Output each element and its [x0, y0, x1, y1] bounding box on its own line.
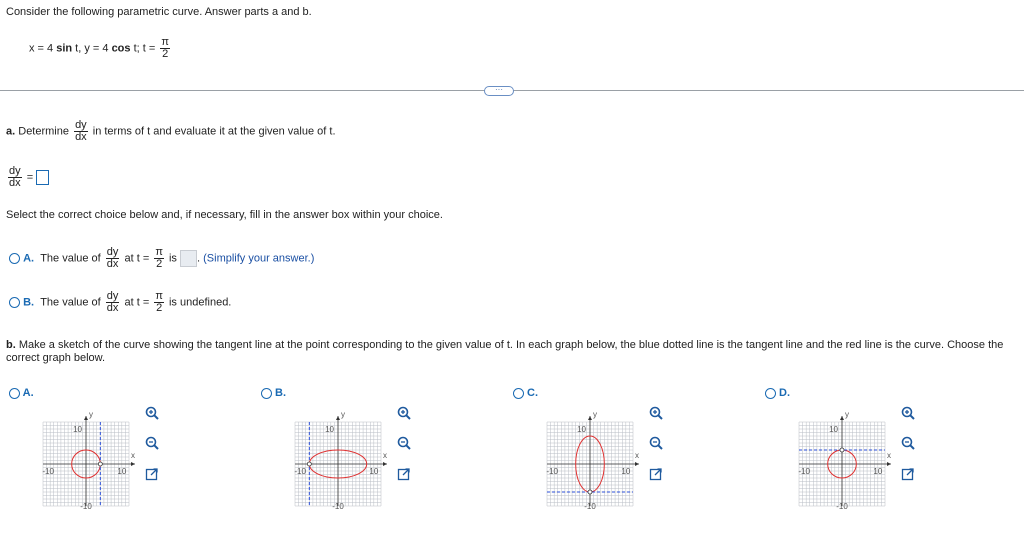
handle	[406, 415, 410, 419]
dydx-fraction	[74, 120, 88, 143]
tick-label-y-top: 10	[325, 425, 334, 434]
tick-label-y-bottom: -10	[836, 502, 848, 511]
choice-b-dx: dx	[106, 302, 119, 314]
choice-a-t-fraction	[154, 247, 164, 270]
x-axis-label: x	[887, 451, 891, 460]
graph-b-svg[interactable]	[283, 406, 393, 512]
graph-d-expand-icon[interactable]	[900, 466, 916, 482]
y-axis-label: y	[89, 410, 93, 419]
graph-b-zoom-in-icon[interactable]	[396, 405, 412, 421]
graph-option-a[interactable]	[9, 387, 34, 399]
choice-a-text3: is	[168, 252, 177, 265]
choice-b-text2: at t =	[124, 296, 150, 309]
tangent-point	[588, 490, 592, 494]
choice-b-two: 2	[156, 302, 163, 314]
dydx-answer-row	[6, 166, 49, 189]
t-numerator: π	[161, 36, 169, 48]
graph-option-a-radio[interactable]	[9, 388, 20, 399]
tick-label-x-left: -10	[546, 467, 558, 476]
part-b-prefix: b.	[6, 339, 16, 351]
choice-b-text3: is undefined.	[168, 296, 232, 309]
tick-label-y-top: 10	[73, 425, 82, 434]
select-instruction: Select the correct choice below and, if necessary, fill in the answer box within your choice.	[6, 209, 443, 221]
eq-mid: t, y = 4	[72, 42, 112, 55]
more-button[interactable]: ···	[484, 86, 514, 96]
graph-option-a-letter: A.	[20, 387, 34, 399]
choice-b-radio[interactable]	[9, 297, 20, 308]
tangent-point	[98, 462, 102, 466]
choice-b-letter: B.	[23, 296, 35, 309]
graph-a-svg[interactable]	[31, 406, 141, 512]
graph-c-zoom-in-icon[interactable]	[648, 405, 664, 421]
part-b-prompt	[6, 339, 1006, 365]
handle	[658, 445, 662, 449]
graph-d-svg[interactable]	[787, 406, 897, 512]
handle	[910, 445, 914, 449]
choice-b-dydx	[106, 291, 120, 314]
choice-a-row[interactable]	[9, 247, 314, 270]
x-axis-arrow	[887, 462, 891, 466]
dydx-answer-fraction	[8, 166, 22, 189]
graph-c-svg[interactable]	[535, 406, 645, 512]
x-axis-label: x	[635, 451, 639, 460]
part-b-text: Make a sketch of the curve showing the tangent line at the point corresponding to the given value of t. In each graph below, the blue dotted line is the tangent line and the red line is the curve. Choose the correct graph below.	[6, 339, 1004, 364]
x-axis-label: x	[383, 451, 387, 460]
choice-a-dydx	[106, 247, 120, 270]
eq-x: x = 4	[29, 42, 57, 55]
choice-a-text2: at t =	[124, 252, 150, 265]
graph-c-zoom-out-icon[interactable]	[648, 435, 664, 451]
graph-option-b[interactable]	[261, 387, 286, 399]
choice-b-dy: dy	[106, 290, 119, 302]
graph-option-b-letter: B.	[272, 387, 287, 399]
choice-a-radio[interactable]	[9, 253, 20, 264]
handle	[406, 445, 410, 449]
dx-label: dx	[75, 131, 87, 143]
graph-a-zoom-in-icon[interactable]	[144, 405, 160, 421]
tick-label-x-right: 10	[117, 467, 127, 476]
choice-a-letter: A.	[23, 252, 35, 265]
part-a-prefix: a.	[6, 125, 16, 138]
graph-b-zoom-out-icon[interactable]	[396, 435, 412, 451]
choice-a-dy: dy	[106, 246, 119, 258]
graph-c-expand-icon[interactable]	[648, 466, 664, 482]
y-axis-label: y	[593, 410, 597, 419]
part-a-prompt	[6, 120, 336, 143]
graph-a-expand-icon[interactable]	[144, 466, 160, 482]
equals-sign: =	[26, 171, 34, 184]
choice-a-answer-input[interactable]	[180, 250, 197, 267]
dy-label: dy	[75, 119, 87, 131]
x-axis-label: x	[131, 451, 135, 460]
graph-option-c[interactable]	[513, 387, 538, 399]
graph-b-expand-icon[interactable]	[396, 466, 412, 482]
graph-option-d[interactable]	[765, 387, 790, 399]
tick-label-y-top: 10	[829, 425, 838, 434]
intro-text: Consider the following parametric curve. Answer parts a and b.	[6, 6, 312, 18]
y-axis-arrow	[84, 416, 88, 420]
t-denominator: 2	[162, 48, 169, 60]
part-a-rest: in terms of t and evaluate it at the given value of t.	[92, 125, 336, 138]
tick-label-x-right: 10	[621, 467, 631, 476]
graph-option-b-radio[interactable]	[261, 388, 272, 399]
graph-option-d-radio[interactable]	[765, 388, 776, 399]
choice-b-text1: The value of	[40, 296, 101, 309]
eq-end: t; t =	[130, 42, 156, 55]
graph-d-zoom-in-icon[interactable]	[900, 405, 916, 421]
y-axis-arrow	[336, 416, 340, 420]
graph-option-c-letter: C.	[524, 387, 539, 399]
dydx-answer-input[interactable]	[36, 170, 49, 185]
choice-a-two: 2	[156, 258, 163, 270]
tick-label-x-left: -10	[42, 467, 54, 476]
y-axis-label: y	[341, 410, 345, 419]
graph-a-zoom-out-icon[interactable]	[144, 435, 160, 451]
choice-a-text1: The value of	[40, 252, 101, 265]
y-axis-label: y	[845, 410, 849, 419]
x-axis-arrow	[131, 462, 135, 466]
tick-label-x-right: 10	[369, 467, 379, 476]
dx-answer-label: dx	[9, 177, 21, 189]
part-a-determine: Determine	[18, 125, 69, 138]
graph-option-d-letter: D.	[776, 387, 791, 399]
tick-label-y-bottom: -10	[332, 502, 344, 511]
choice-a-hint: (Simplify your answer.)	[203, 252, 315, 265]
choice-b-t-fraction	[154, 291, 164, 314]
tangent-point	[307, 462, 311, 466]
graph-d-zoom-out-icon[interactable]	[900, 435, 916, 451]
tick-label-y-bottom: -10	[80, 502, 92, 511]
y-axis-arrow	[840, 416, 844, 420]
eq-cos: cos	[111, 42, 131, 55]
tick-label-x-left: -10	[294, 467, 306, 476]
dy-answer-label: dy	[9, 165, 21, 177]
y-axis-arrow	[588, 416, 592, 420]
handle	[154, 445, 158, 449]
tick-label-y-bottom: -10	[584, 502, 596, 511]
tick-label-y-top: 10	[577, 425, 586, 434]
choice-a-dx: dx	[106, 258, 119, 270]
eq-sin: sin	[56, 42, 73, 55]
handle	[910, 415, 914, 419]
handle	[154, 415, 158, 419]
choice-b-row[interactable]	[9, 291, 231, 314]
x-axis-arrow	[383, 462, 387, 466]
tick-label-x-left: -10	[798, 467, 810, 476]
tick-label-x-right: 10	[873, 467, 883, 476]
choice-a-period: .	[197, 252, 201, 265]
choice-b-pi: π	[155, 290, 163, 302]
graph-option-c-radio[interactable]	[513, 388, 524, 399]
x-axis-arrow	[635, 462, 639, 466]
curve-equation	[29, 37, 172, 60]
tangent-point	[840, 448, 844, 452]
handle	[658, 415, 662, 419]
t-value-fraction	[160, 37, 170, 60]
choice-a-pi: π	[155, 246, 163, 258]
